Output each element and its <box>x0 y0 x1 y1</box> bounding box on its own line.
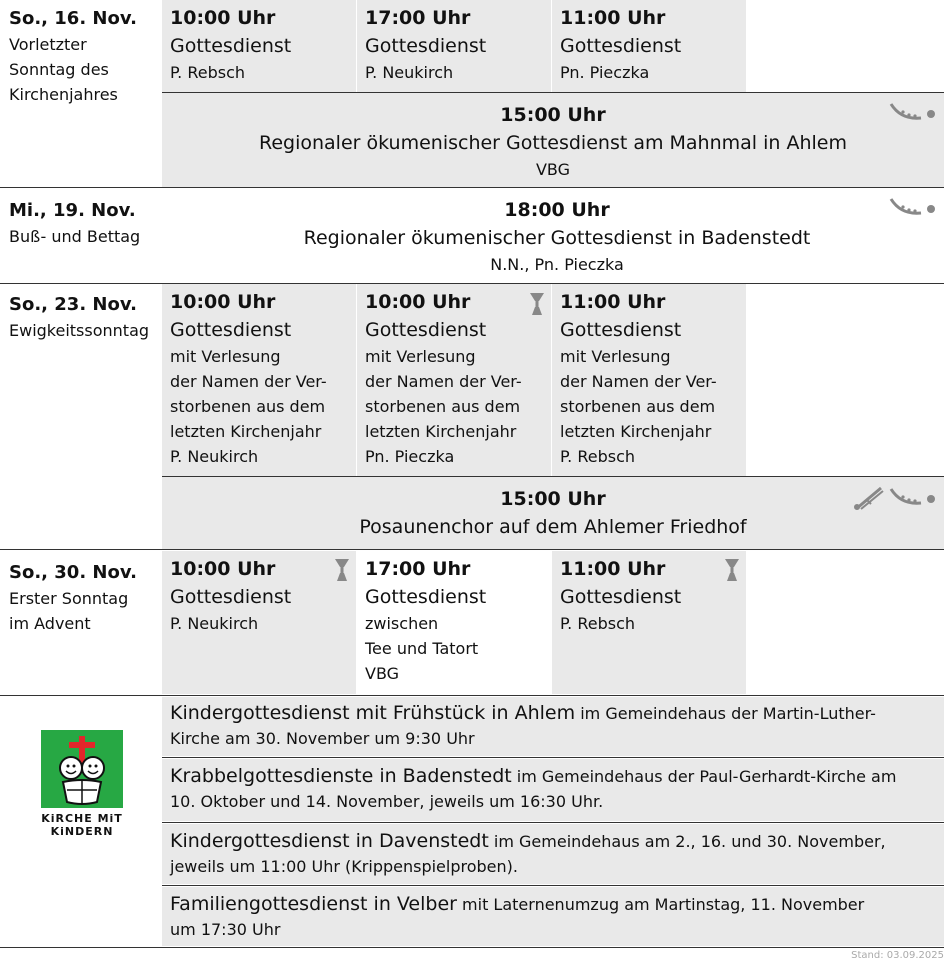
service-pastor: Pn. Pieczka <box>560 63 650 82</box>
trombone-icon <box>853 485 885 511</box>
day2-date: Mi., 19. Nov. <box>9 200 136 221</box>
service-note: storbenen aus dem <box>170 397 326 416</box>
day4-date-block <box>9 560 159 636</box>
kids-item-detail: 10. Oktober und 14. November, jeweils um 16:30 Uhr. <box>170 792 604 811</box>
divider <box>162 885 944 886</box>
service-pastor: P. Neukirch <box>170 614 259 633</box>
service-title: Gottesdienst <box>560 319 682 341</box>
service-note: der Namen der Ver- <box>170 372 327 391</box>
service-note: der Namen der Ver- <box>365 372 522 391</box>
kids-item-detail: im Gemeindehaus am 2., 16. und 30. November, <box>488 832 886 851</box>
service-note: mit Verlesung <box>170 347 281 366</box>
day4-desc-1: Erster Sonntag <box>9 589 129 608</box>
service-note: mit Verlesung <box>365 347 476 366</box>
day3-service-3 <box>552 284 746 476</box>
service-note: letzten Kirchenjahr <box>560 422 712 441</box>
divider <box>0 947 944 948</box>
day2-date-block <box>9 198 159 249</box>
kids-item-detail: mit Laternenumzug am Martinstag, 11. November <box>456 895 865 914</box>
logo-text-1: KiRCHE MiT <box>41 812 123 825</box>
divider <box>0 695 944 696</box>
service-note: letzten Kirchenjahr <box>170 422 322 441</box>
day4-date: So., 30. Nov. <box>9 562 137 583</box>
service-note: mit Verlesung <box>560 347 671 366</box>
regional-title: Regionaler ökumenischer Gottesdienst am Mahnmal in Ahlem <box>259 132 847 154</box>
day4-service-3 <box>552 551 746 694</box>
regional-who: VBG <box>535 160 571 179</box>
service-time: 10:00 Uhr <box>170 291 276 313</box>
regional-time: 15:00 Uhr <box>500 488 606 510</box>
divider <box>162 757 944 758</box>
day1-service-1 <box>162 0 356 92</box>
day3-regional <box>162 477 944 549</box>
regional-time: 18:00 Uhr <box>504 199 610 221</box>
day1-service-3 <box>552 0 746 92</box>
day1-desc-2: Sonntag des <box>9 60 109 79</box>
service-pastor: Pn. Pieczka <box>365 447 455 466</box>
kids-item-4 <box>162 887 944 946</box>
day2-regional <box>162 196 944 277</box>
kids-item-1 <box>162 697 944 756</box>
service-pastor: P. Rebsch <box>170 63 245 82</box>
day2-desc-1: Buß- und Bettag <box>9 227 141 246</box>
service-time: 17:00 Uhr <box>365 7 471 29</box>
divider <box>0 549 944 550</box>
communion-chalice-icon <box>529 292 545 316</box>
service-time: 10:00 Uhr <box>365 291 471 313</box>
service-pastor: P. Neukirch <box>365 63 454 82</box>
kirche-mit-kindern-logo <box>41 730 123 838</box>
kids-item-detail: um 17:30 Uhr <box>170 920 281 939</box>
service-note: storbenen aus dem <box>560 397 716 416</box>
service-pastor: P. Neukirch <box>170 447 259 466</box>
communion-chalice-icon <box>334 558 350 582</box>
service-note: Tee und Tatort <box>365 639 479 658</box>
kids-item-title: Kindergottesdienst mit Frühstück in Ahlem <box>170 702 576 724</box>
day4-service-2 <box>357 551 551 694</box>
service-pastor: VBG <box>365 664 400 683</box>
service-title: Gottesdienst <box>560 586 682 608</box>
day1-regional <box>162 93 944 187</box>
regional-time: 15:00 Uhr <box>500 104 606 126</box>
service-note: zwischen <box>365 614 439 633</box>
day1-date: So., 16. Nov. <box>9 8 137 29</box>
kids-item-detail: jeweils um 11:00 Uhr (Krippenspielproben). <box>170 857 518 876</box>
day3-date: So., 23. Nov. <box>9 294 137 315</box>
service-time: 17:00 Uhr <box>365 558 471 580</box>
service-time: 11:00 Uhr <box>560 291 666 313</box>
regional-title: Regionaler ökumenischer Gottesdienst in Badenstedt <box>303 227 811 249</box>
day1-desc-3: Kirchenjahres <box>9 85 118 104</box>
stand-date: Stand: 03.09.2025 <box>851 950 944 961</box>
logo-text-2: KiNDERN <box>50 825 114 838</box>
kids-item-title: Kindergottesdienst in Davenstedt <box>170 830 489 852</box>
service-title: Gottesdienst <box>170 319 292 341</box>
service-time: 11:00 Uhr <box>560 558 666 580</box>
regional-who: N.N., Pn. Pieczka <box>490 255 624 274</box>
ecumenical-ship-icon <box>889 485 941 509</box>
service-pastor: P. Rebsch <box>560 614 635 633</box>
service-title: Gottesdienst <box>365 35 487 57</box>
service-time: 10:00 Uhr <box>170 7 276 29</box>
service-note: storbenen aus dem <box>365 397 521 416</box>
service-title: Gottesdienst <box>560 35 682 57</box>
kids-church-logo-icon <box>41 730 123 808</box>
kids-item-2 <box>162 759 944 821</box>
service-time: 11:00 Uhr <box>560 7 666 29</box>
day3-date-block <box>9 292 169 343</box>
kids-item-title: Familiengottesdienst in Velber <box>170 893 457 915</box>
day1-date-block <box>9 6 159 107</box>
service-title: Gottesdienst <box>365 586 487 608</box>
day3-service-1 <box>162 284 356 476</box>
service-title: Gottesdienst <box>170 586 292 608</box>
regional-title: Posaunenchor auf dem Ahlemer Friedhof <box>359 516 747 538</box>
divider <box>162 822 944 823</box>
kids-item-detail: im Gemeindehaus der Martin-Luther- <box>575 704 876 723</box>
service-note: letzten Kirchenjahr <box>365 422 517 441</box>
day3-service-2 <box>357 284 551 476</box>
service-note: der Namen der Ver- <box>560 372 717 391</box>
kids-item-detail: im Gemeindehaus der Paul-Gerhardt-Kirche am <box>511 767 897 786</box>
service-title: Gottesdienst <box>365 319 487 341</box>
day1-service-2 <box>357 0 551 92</box>
kids-item-detail: Kirche am 30. November um 9:30 Uhr <box>170 729 475 748</box>
ecumenical-ship-icon <box>889 100 941 124</box>
day4-desc-2: im Advent <box>9 614 91 633</box>
day1-desc-1: Vorletzter <box>9 35 87 54</box>
service-pastor: P. Rebsch <box>560 447 635 466</box>
divider <box>0 187 944 188</box>
service-title: Gottesdienst <box>170 35 292 57</box>
communion-chalice-icon <box>724 558 740 582</box>
kids-item-title: Krabbelgottesdienste in Badenstedt <box>170 765 512 787</box>
day3-desc-1: Ewigkeitssonntag <box>9 321 150 340</box>
kids-item-3 <box>162 824 944 884</box>
service-time: 10:00 Uhr <box>170 558 276 580</box>
ecumenical-ship-icon <box>889 195 941 219</box>
day4-service-1 <box>162 551 356 694</box>
